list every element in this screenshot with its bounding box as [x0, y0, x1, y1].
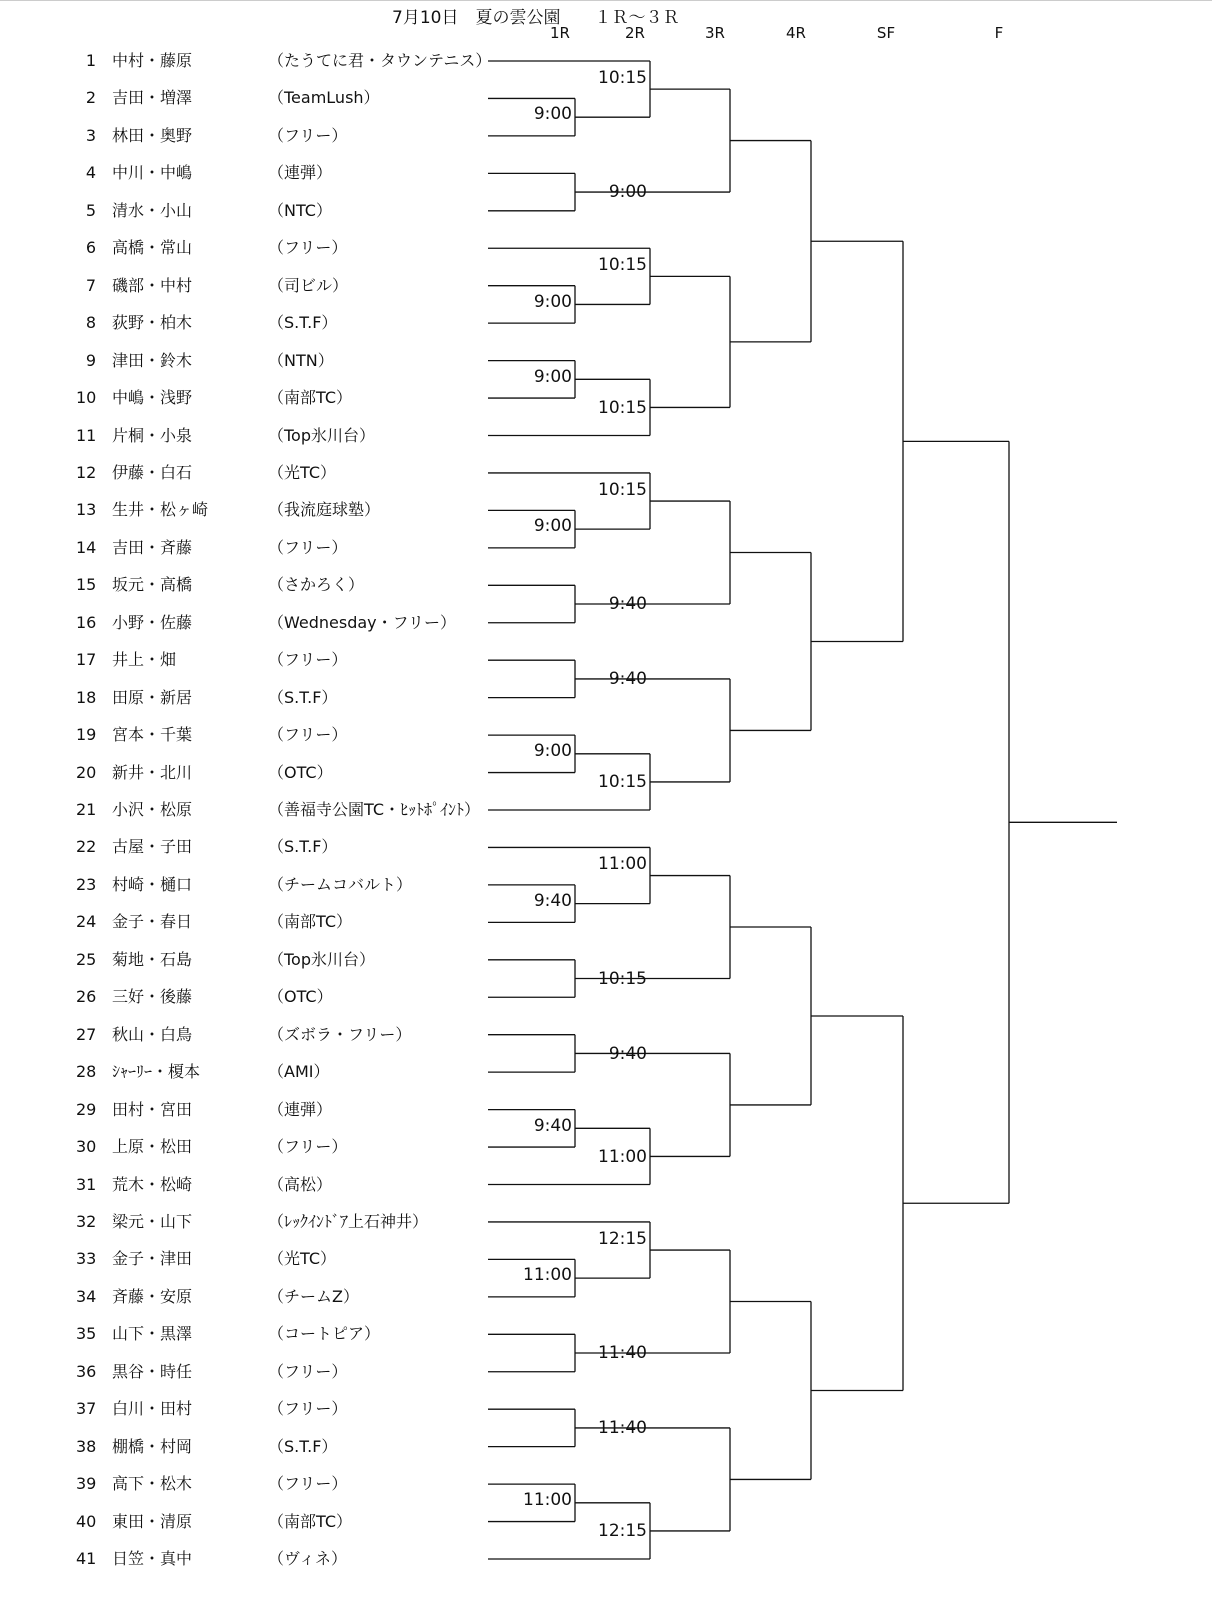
- entry-names: 棚橋・村岡: [112, 1436, 193, 1456]
- entry-number: 23: [76, 874, 97, 894]
- entry-names: 小野・佐藤: [112, 612, 193, 632]
- entry-team: （フリー）: [268, 125, 348, 145]
- entry-team: （OTC）: [268, 762, 333, 782]
- entry-number: 15: [76, 575, 97, 595]
- entry-team: （S.T.F）: [268, 837, 338, 857]
- match-time-label: 9:00: [608, 182, 647, 203]
- match-time-label: 9:40: [608, 1043, 647, 1064]
- entry-number: 18: [76, 687, 97, 707]
- entry-team: （フリー）: [268, 1474, 348, 1494]
- match-time-label: 11:00: [598, 854, 647, 875]
- entry-names: 秋山・白鳥: [112, 1024, 193, 1044]
- entry-names: 宮本・千葉: [112, 725, 193, 745]
- match-time-label: 11:00: [523, 1490, 572, 1511]
- entry-team: （光TC）: [268, 1249, 337, 1269]
- entry-team: （S.T.F）: [268, 687, 338, 707]
- entry-team: （OTC）: [268, 987, 333, 1007]
- match-time-label: 12:15: [598, 1228, 647, 1249]
- entry-number: 14: [76, 537, 97, 557]
- entry-team: （ズボラ・フリー）: [268, 1024, 412, 1044]
- match-time-label: 10:15: [598, 772, 647, 792]
- entry-number: 4: [85, 163, 96, 183]
- entry-names: 新井・北川: [112, 762, 193, 782]
- entry-names: 金子・津田: [112, 1249, 193, 1269]
- entry-number: 30: [76, 1137, 97, 1157]
- entry-names: 小沢・松原: [112, 800, 193, 819]
- match-time-label: 12:15: [598, 1521, 647, 1541]
- match-time-label: 9:00: [533, 104, 572, 125]
- entry-names: 日笠・真中: [112, 1549, 193, 1568]
- entry-number: 7: [85, 275, 96, 295]
- entry-team: （NTN）: [268, 350, 334, 370]
- entry-number: 35: [76, 1324, 97, 1344]
- entry-team: （フリー）: [268, 537, 348, 557]
- match-time-label: 11:00: [523, 1265, 572, 1286]
- round-header-sf: SF: [876, 24, 896, 42]
- entry-team: （フリー）: [268, 650, 348, 670]
- match-time-label: 10:15: [598, 968, 647, 989]
- entry-names: 梁元・山下: [112, 1211, 193, 1231]
- entry-number: 1: [85, 51, 96, 70]
- entry-number: 41: [76, 1549, 97, 1568]
- match-time-label: 9:00: [533, 291, 572, 312]
- entry-names: 中川・中嶋: [112, 163, 193, 183]
- entry-team: （Top氷川台）: [268, 425, 376, 445]
- entry-number: 2: [85, 88, 96, 108]
- entry-names: 村崎・樋口: [112, 874, 193, 894]
- match-time-label: 9:40: [608, 669, 647, 690]
- entry-names: 荒木・松崎: [112, 1174, 193, 1194]
- match-time-label: 9:40: [608, 594, 647, 615]
- entry-names: 津田・鈴木: [112, 350, 193, 370]
- entry-team: （S.T.F）: [268, 313, 338, 333]
- entry-team: （善福寺公園TC・ﾋｯﾄﾎﾟｲﾝﾄ）: [268, 800, 481, 819]
- entry-team: （チームコバルト）: [268, 874, 413, 894]
- entry-number: 9: [85, 350, 96, 370]
- match-time-label: 9:00: [533, 741, 572, 762]
- entry-names: 坂元・高橋: [112, 575, 193, 595]
- match-time-label: 9:00: [533, 366, 572, 387]
- entry-team: （南部TC）: [268, 1511, 353, 1531]
- entry-team: （Wednesday・フリー）: [268, 612, 456, 632]
- entry-names: 田原・新居: [112, 687, 193, 707]
- entry-team: （AMI）: [268, 1062, 330, 1082]
- entry-number: 3: [85, 125, 96, 145]
- entry-names: 田村・宮田: [112, 1099, 193, 1119]
- entry-names: 中嶋・浅野: [112, 388, 193, 408]
- entry-number: 13: [76, 500, 97, 520]
- entry-number: 11: [76, 425, 97, 445]
- entry-names: 菊地・石島: [112, 949, 193, 969]
- entry-team: （司ビル）: [268, 275, 349, 295]
- entry-number: 36: [76, 1361, 97, 1381]
- entry-names: 黒谷・時任: [112, 1361, 193, 1381]
- entry-team: （Top氷川台）: [268, 949, 376, 969]
- entry-team: （高松）: [268, 1174, 333, 1194]
- entry-number: 19: [76, 725, 97, 745]
- entry-team: （たうてに君・タウンテニス）: [268, 51, 492, 70]
- entry-number: 16: [76, 612, 97, 632]
- match-time-label: 10:15: [598, 255, 647, 276]
- entry-names: 片桐・小泉: [112, 425, 193, 445]
- entry-number: 39: [76, 1474, 97, 1494]
- round-header-1r: 1R: [550, 24, 570, 42]
- entry-number: 32: [76, 1211, 97, 1231]
- entry-team: （フリー）: [268, 1361, 348, 1381]
- match-time-label: 9:00: [533, 516, 572, 537]
- entry-number: 10: [76, 388, 97, 408]
- entry-names: 古屋・子田: [112, 837, 193, 857]
- entry-names: 高下・松木: [112, 1474, 193, 1494]
- entry-names: 荻野・柏木: [112, 313, 193, 333]
- entry-number: 24: [76, 912, 97, 932]
- entry-names: 伊藤・白石: [112, 462, 193, 482]
- match-time-label: 9:40: [533, 1115, 572, 1136]
- entry-names: 金子・春日: [112, 912, 193, 932]
- match-time-label: 10:15: [598, 397, 647, 418]
- match-time-label: 9:40: [533, 890, 572, 911]
- entry-team: （さかろく）: [268, 575, 365, 595]
- entry-number: 40: [76, 1511, 97, 1531]
- entry-number: 25: [76, 949, 97, 969]
- entry-team: （NTC）: [268, 200, 332, 220]
- entry-names: 中村・藤原: [112, 51, 193, 70]
- entry-number: 33: [76, 1249, 97, 1269]
- entry-number: 28: [76, 1062, 97, 1082]
- entry-team: （光TC）: [268, 462, 337, 482]
- entry-team: （チームZ）: [268, 1286, 359, 1306]
- entry-team: （連弾）: [268, 1099, 333, 1119]
- entry-number: 29: [76, 1099, 97, 1119]
- entry-number: 8: [85, 313, 96, 333]
- match-time-label: 11:40: [598, 1343, 647, 1364]
- entry-team: （ﾚｯｸｲﾝﾄﾞｱ上石神井）: [268, 1211, 429, 1231]
- entry-team: （連弾）: [268, 163, 333, 183]
- entry-number: 5: [85, 200, 96, 220]
- match-time-label: 11:00: [598, 1146, 647, 1167]
- entry-number: 27: [76, 1024, 97, 1044]
- entry-names: 三好・後藤: [112, 987, 193, 1007]
- entry-team: （コートピア）: [268, 1324, 381, 1344]
- entry-team: （南部TC）: [268, 912, 353, 932]
- entry-names: 井上・畑: [112, 650, 177, 670]
- entry-names: 山下・黒澤: [112, 1324, 193, 1344]
- round-header-2r: 2R: [625, 24, 645, 42]
- entry-names: 高橋・常山: [112, 238, 193, 258]
- entry-names: 東田・清原: [112, 1511, 193, 1531]
- entry-number: 31: [76, 1174, 97, 1194]
- entry-team: （フリー）: [268, 238, 348, 258]
- entry-number: 22: [76, 837, 97, 857]
- entry-team: （TeamLush）: [268, 88, 380, 108]
- entry-number: 20: [76, 762, 97, 782]
- entry-names: 斉藤・安原: [112, 1286, 193, 1306]
- entry-names: 吉田・斉藤: [112, 537, 193, 557]
- page-title: 7月10日 夏の雲公園 １Ｒ～３Ｒ: [392, 8, 680, 28]
- round-header-3r: 3R: [705, 24, 725, 42]
- entry-number: 21: [76, 800, 97, 819]
- entry-number: 34: [76, 1286, 97, 1306]
- entry-team: （S.T.F）: [268, 1436, 338, 1456]
- entry-number: 26: [76, 987, 97, 1007]
- entry-number: 12: [76, 462, 97, 482]
- entry-number: 6: [85, 238, 96, 258]
- entry-team: （南部TC）: [268, 388, 353, 408]
- match-time-label: 10:15: [598, 479, 647, 500]
- entry-team: （フリー）: [268, 1137, 348, 1157]
- match-time-label: 10:15: [598, 68, 647, 88]
- entry-names: 林田・奥野: [112, 125, 193, 145]
- entry-number: 38: [76, 1436, 97, 1456]
- round-header-4r: 4R: [786, 24, 806, 42]
- entry-names: ｼｬｰﾘｰ・榎本: [112, 1062, 201, 1082]
- round-header-f: F: [994, 24, 1004, 42]
- entry-number: 37: [76, 1399, 97, 1419]
- match-time-label: 11:40: [598, 1418, 647, 1439]
- entry-team: （フリー）: [268, 725, 348, 745]
- entry-names: 清水・小山: [112, 200, 193, 220]
- entry-names: 吉田・増澤: [112, 88, 193, 108]
- entry-team: （ヴィネ）: [268, 1549, 348, 1568]
- entry-names: 白川・田村: [112, 1399, 193, 1419]
- entry-number: 17: [76, 650, 97, 670]
- entry-names: 上原・松田: [112, 1137, 193, 1157]
- entry-team: （フリー）: [268, 1399, 348, 1419]
- entry-team: （我流庭球塾）: [268, 500, 381, 520]
- entry-names: 磯部・中村: [112, 275, 193, 295]
- entry-names: 生井・松ヶ崎: [112, 500, 209, 520]
